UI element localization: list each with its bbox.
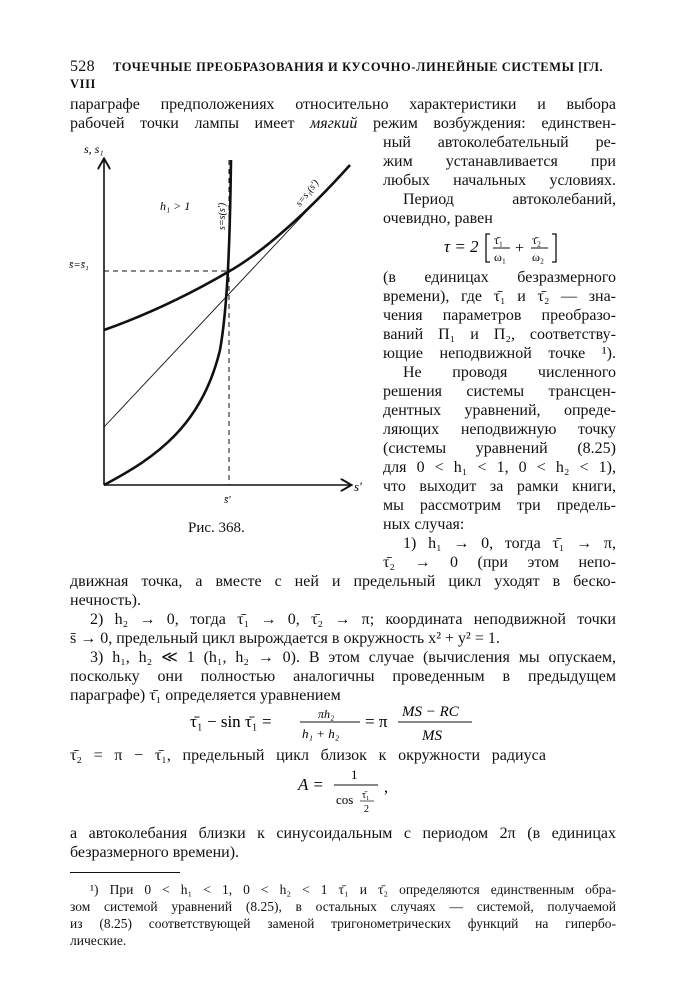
footnote-line: лические. <box>70 933 127 948</box>
text-line: для 0 < h₁ < 1, 0 < h₂ < 1), <box>383 459 616 476</box>
svg-text:h₁ + h₂: h₁ + h₂ <box>302 726 340 741</box>
text-line: (системы уравнений (8.25) <box>383 440 616 457</box>
text-line: ваний Π₁ и Π₂, соответству- <box>383 326 616 343</box>
text-line: 1) h₁ → 0, тогда τ̄₁ → π, <box>403 535 616 552</box>
svg-text:1: 1 <box>351 767 358 782</box>
text-line: ляющих неподвижную точку <box>383 421 616 438</box>
text-line: безразмерного времени). <box>70 844 240 861</box>
text-line: движная точка, а вместе с ней и предельный цикл уходят в беско- <box>70 573 616 590</box>
svg-text:A =: A = <box>298 775 324 794</box>
text-line: 2) h₂ → 0, тогда τ̄₁ → 0, τ̄₂ → π; координата неподвижной точки <box>90 611 616 628</box>
text-line: поскольку они полностью аналогичны проведенным в предыдущем <box>70 668 616 685</box>
running-title: ТОЧЕЧНЫЕ ПРЕОБРАЗОВАНИЯ И КУСОЧНО-ЛИНЕЙНЫЕ СИСТЕМЫ [ГЛ. VIII <box>70 60 604 91</box>
fixed-point-x-label: s̄' <box>224 494 231 506</box>
svg-text:,: , <box>384 779 388 796</box>
text-line: ный автоколебательный ре- <box>383 134 616 151</box>
svg-text:cos: cos <box>336 792 354 807</box>
svg-text:+: + <box>515 240 525 257</box>
fixed-point-y-label: s̄=s̄₁ <box>69 259 89 271</box>
svg-text:ω₂: ω₂ <box>532 250 545 264</box>
text-line: ных случая: <box>383 516 465 533</box>
text-line: любых начальных условиях. <box>383 172 616 189</box>
text-line: 3) h₁, h₂ ≪ 1 (h₁, h₂ → 0). В этом случае (вычисления мы опускаем, <box>90 649 616 666</box>
svg-text:τ̄₁: τ̄₁ <box>362 790 370 801</box>
footnote-line: из (8.25) соответствующей заменой тригонометрических функций на гипербо- <box>70 916 616 931</box>
formula-A <box>298 762 408 820</box>
curve-label-s1: s=s₁(s') <box>293 177 322 209</box>
text-line: дентных уравнений, опреде- <box>383 402 616 419</box>
x-axis-label: s' <box>354 479 362 494</box>
svg-text:τ̄₁: τ̄₁ <box>494 233 504 247</box>
text-line: рабочей точки лампы имеет мягкий режим возбуждения: единствен- <box>70 115 617 132</box>
page-number: 528 <box>70 58 95 75</box>
h-label: h₁ > 1 <box>160 199 191 213</box>
text-line: параграфе предположениях относительно характеристики и выбора <box>70 96 616 113</box>
svg-text:= π: = π <box>365 712 388 731</box>
footnote-rule <box>70 872 180 873</box>
text-line: параграфе) τ̄₁ определяется уравнением <box>70 687 341 704</box>
text-line: решения системы трансцен- <box>383 383 616 400</box>
text-line: (в единицах безразмерного <box>383 269 616 286</box>
text-line: τ̄₂ → 0 (при этом непо- <box>383 554 616 571</box>
text-line: Не проводя численного <box>403 364 616 381</box>
svg-text:πh₂: πh₂ <box>318 707 335 721</box>
text-line: чения параметров преобразо- <box>383 307 616 324</box>
text-line: мы рассмотрим три предель- <box>383 497 616 514</box>
emphasis-word: мягкий <box>310 115 358 132</box>
svg-text:τ̄₁ − sin τ̄₁ =: τ̄₁ − sin τ̄₁ = <box>190 712 272 731</box>
y-axis-label: s, s₁ <box>84 142 104 156</box>
text-line: а автоколебания близки к синусоидальным с периодом 2π (в единицах <box>70 825 616 842</box>
text-line: ющие неподвижной точке ¹). <box>383 345 616 362</box>
figure-caption: Рис. 368. <box>188 520 245 536</box>
formula-tau <box>440 228 580 268</box>
text-line: s̄ → 0, предельный цикл вырождается в окружность x² + y² = 1. <box>70 630 500 647</box>
svg-text:τ = 2: τ = 2 <box>444 237 479 256</box>
svg-text:MS − RC: MS − RC <box>402 704 459 720</box>
text-line: нечность). <box>70 592 141 609</box>
figure-368 <box>69 135 372 525</box>
footnote-line: зом системой уравнений (8.25), в остальных случаях — системой, получаемой <box>70 899 616 914</box>
svg-text:ω₁: ω₁ <box>494 250 507 264</box>
text-line: Период автоколебаний, <box>403 191 616 208</box>
text-line: τ̄₂ = π − τ̄₁, предельный цикл близок к окружности радиуса <box>70 747 546 764</box>
svg-text:τ̄₂: τ̄₂ <box>532 233 542 247</box>
formula-eq1 <box>190 700 510 746</box>
text-line: что выходит за рамки книги, <box>383 478 616 495</box>
footnote-line: ¹) При 0 < h₁ < 1, 0 < h₂ < 1 τ̄₁ и τ̄₂ определяются единственным обра- <box>90 882 616 897</box>
text-line: жим устанавливается при <box>383 153 616 170</box>
text-line: времени), где τ̄₁ и τ̄₂ — зна- <box>383 288 616 305</box>
curve-label-s: s=s(s') <box>217 202 228 230</box>
text-line: очевидно, равен <box>383 210 493 227</box>
svg-text:MS: MS <box>422 728 442 744</box>
running-header <box>70 58 630 93</box>
svg-text:2: 2 <box>364 804 369 815</box>
